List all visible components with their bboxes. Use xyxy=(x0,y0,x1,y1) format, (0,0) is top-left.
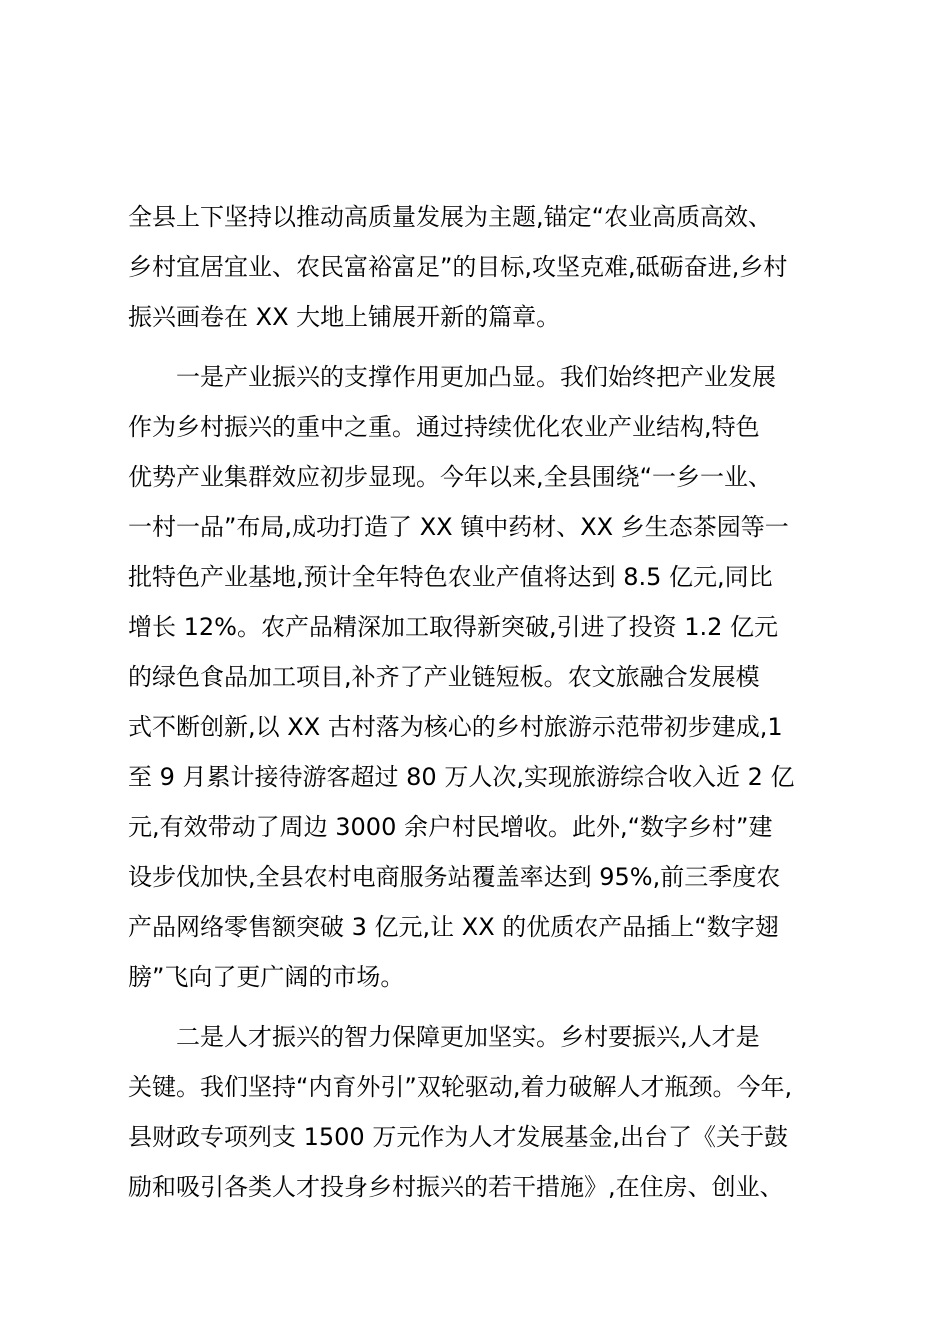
text-line: 式不断创新,以 XX 古村落为核心的乡村旅游示范带初步建成,1 xyxy=(128,713,783,741)
document-body xyxy=(128,192,828,1212)
text-line: 膀”飞向了更广阔的市场。 xyxy=(128,963,405,991)
text-line: 产品网络零售额突破 3 亿元,让 XX 的优质农产品插上“数字翅 xyxy=(128,913,779,941)
text-line: 至 9 月累计接待游客超过 80 万人次,实现旅游综合收入近 2 亿 xyxy=(128,763,795,791)
text-line: 批特色产业基地,预计全年特色农业产值将达到 8.5 亿元,同比 xyxy=(128,563,773,591)
text-line: 元,有效带动了周边 3000 余户村民增收。此外,“数字乡村”建 xyxy=(128,813,773,841)
text-line: 全县上下坚持以推动高质量发展为主题,锚定“农业高质高效、 xyxy=(128,203,773,231)
text-line: 增长 12%。农产品精深加工取得新突破,引进了投资 1.2 亿元 xyxy=(128,613,779,641)
text-line: 乡村宜居宜业、农民富裕富足”的目标,攻坚克难,砥砺奋进,乡村 xyxy=(128,253,788,281)
text-line: 的绿色食品加工项目,补齐了产业链短板。农文旅融合发展模 xyxy=(128,663,760,691)
text-line: 二是人才振兴的智力保障更加坚实。乡村要振兴,人才是 xyxy=(176,1023,760,1051)
paragraph-intro xyxy=(128,192,828,342)
paragraph-industry-revitalization xyxy=(128,352,828,1002)
text-line: 一是产业振兴的支撑作用更加凸显。我们始终把产业发展 xyxy=(176,363,776,391)
text-line: 关键。我们坚持“内育外引”双轮驱动,着力破解人才瓶颈。今年, xyxy=(128,1073,793,1101)
text-line: 设步伐加快,全县农村电商服务站覆盖率达到 95%,前三季度农 xyxy=(128,863,781,891)
paragraph-talent-revitalization xyxy=(128,1012,828,1212)
text-line: 作为乡村振兴的重中之重。通过持续优化农业产业结构,特色 xyxy=(128,413,760,441)
text-line: 一村一品”布局,成功打造了 XX 镇中药材、XX 乡生态茶园等一 xyxy=(128,513,789,541)
text-line: 励和吸引各类人才投身乡村振兴的若干措施》,在住房、创业、 xyxy=(128,1173,784,1201)
text-line: 优势产业集群效应初步显现。今年以来,全县围绕“一乡一业、 xyxy=(128,463,773,491)
text-line: 县财政专项列支 1500 万元作为人才发展基金,出台了《关于鼓 xyxy=(128,1123,788,1151)
text-line: 振兴画卷在 XX 大地上铺展开新的篇章。 xyxy=(128,303,561,331)
